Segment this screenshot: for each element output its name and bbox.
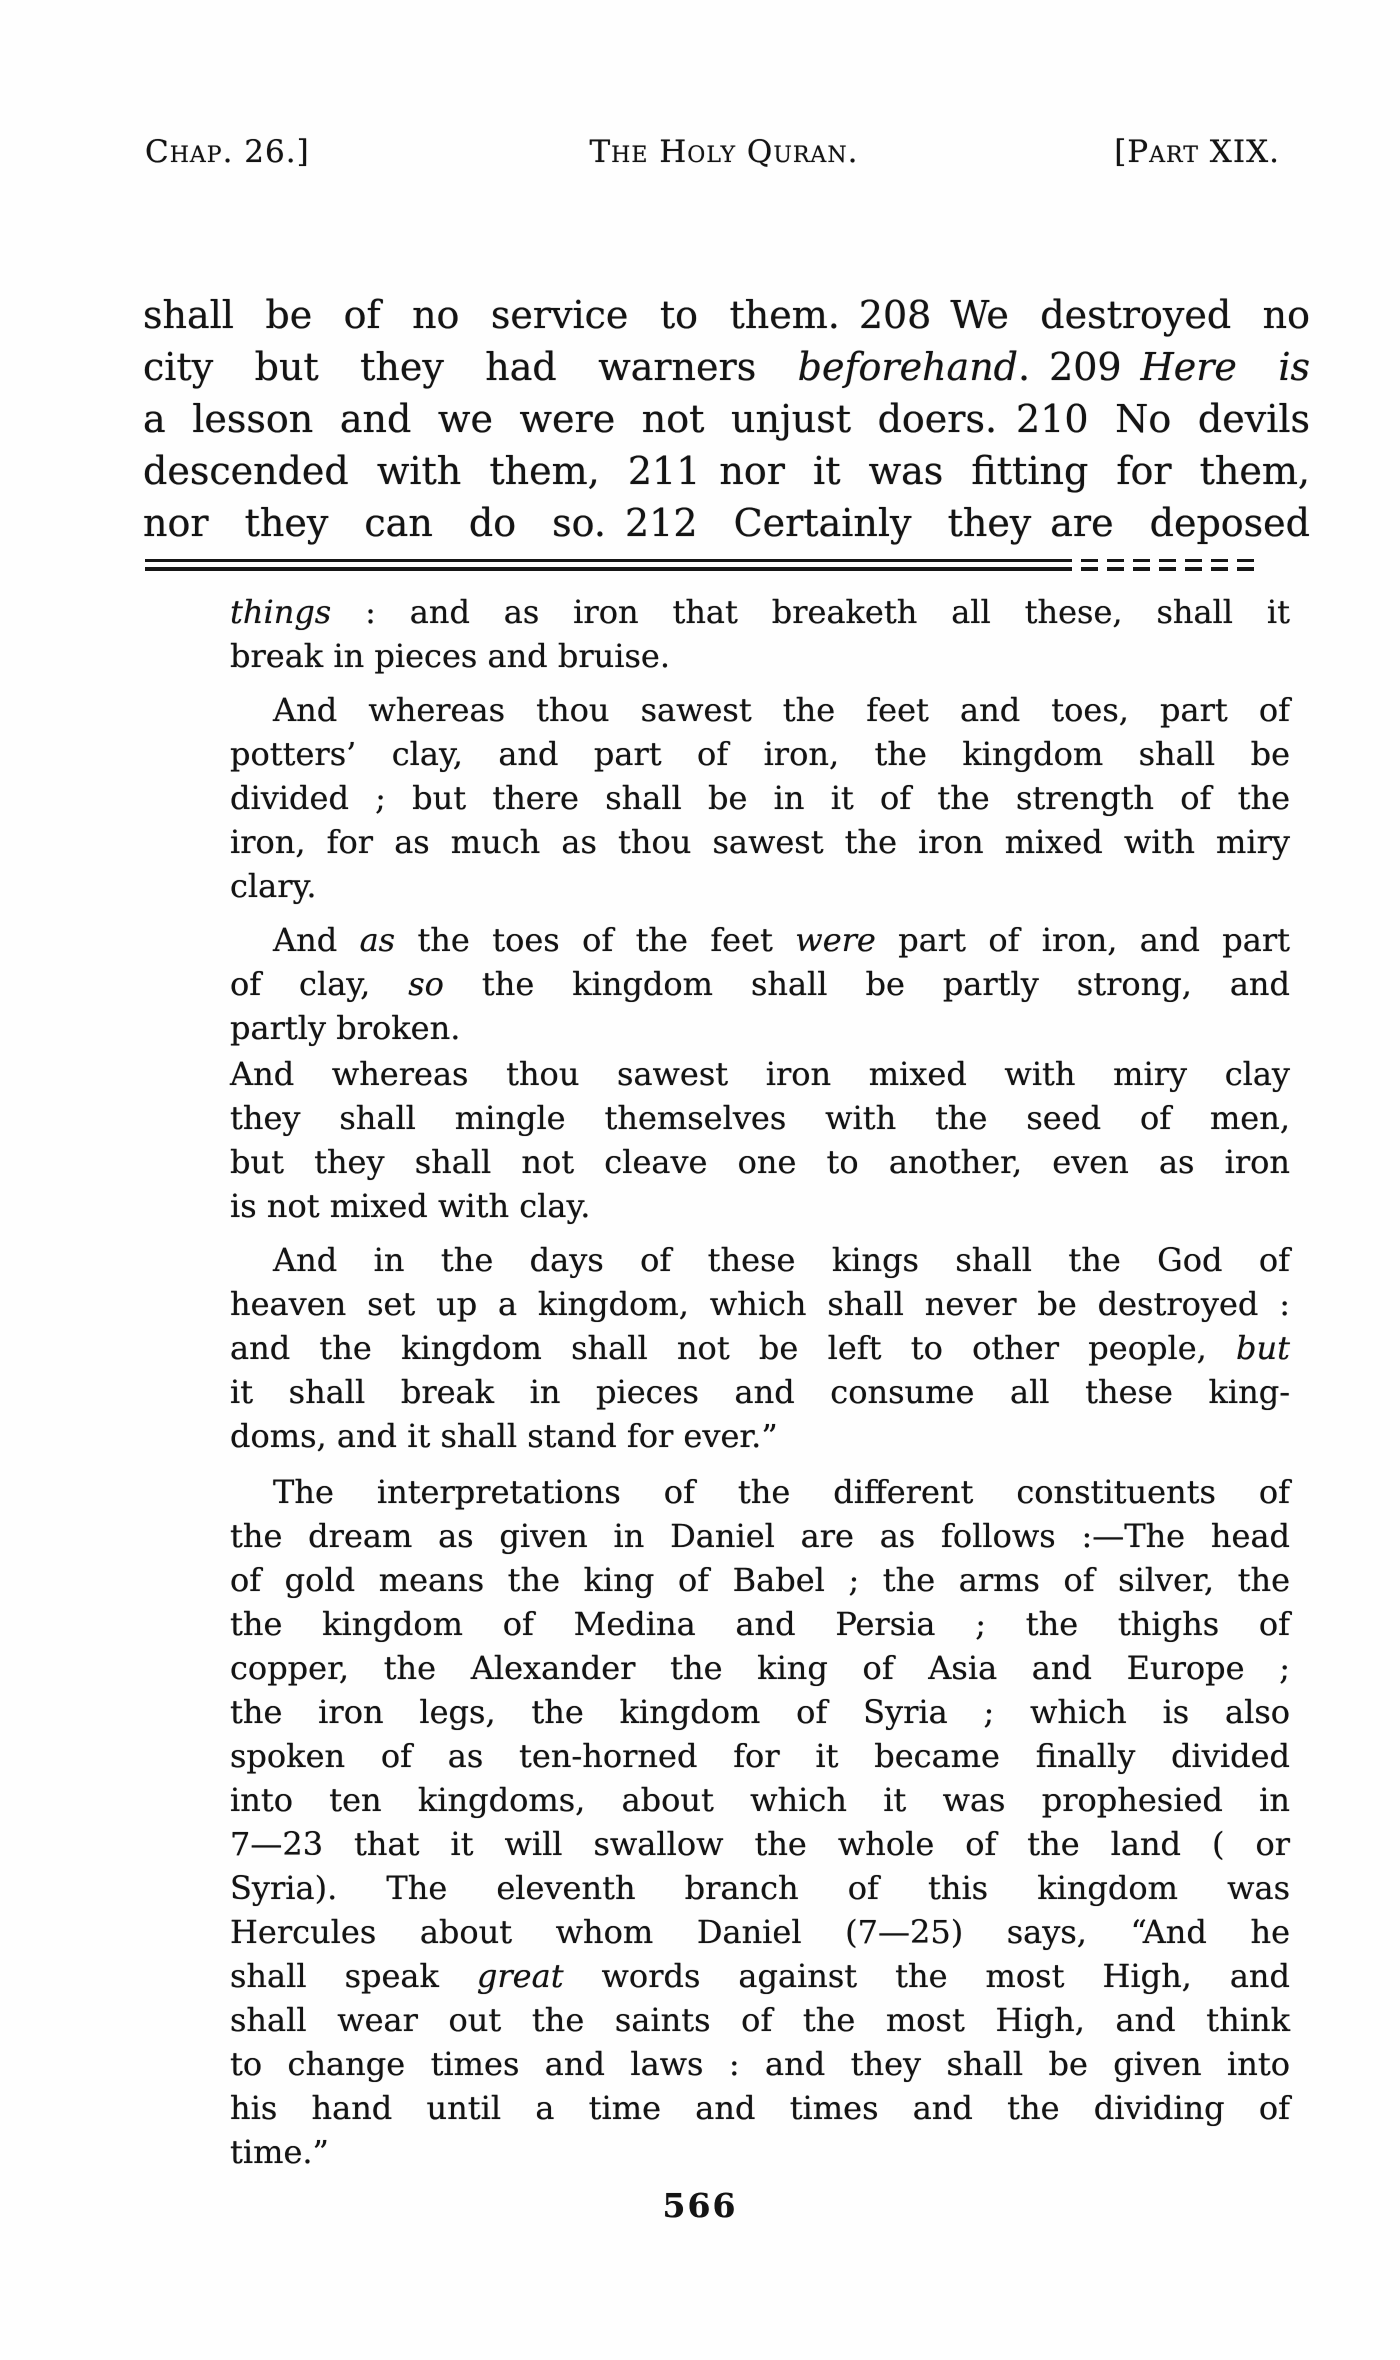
commentary-line: shall speak great words against the most High, and: [230, 1957, 1291, 1995]
commentary-line: the dream as given in Daniel are as follows :—The head: [230, 1517, 1290, 1555]
commentary-line: his hand until a time and times and the dividing of: [230, 2089, 1290, 2127]
divider-bottom-line: [145, 567, 1257, 571]
commentary-line: and the kingdom shall not be left to other people, but: [230, 1329, 1290, 1367]
commentary-line: of gold means the king of Babel ; the arms of silver, the: [230, 1561, 1290, 1599]
verse-line: city but they had warners beforehand. 209 Here is: [143, 345, 1310, 389]
commentary-paragraph: [230, 1470, 1290, 2174]
part-label: [Part XIX.: [1114, 134, 1280, 170]
commentary-line: And as the toes of the feet were part of iron, and part: [273, 921, 1291, 959]
commentary-line: time.”: [230, 2133, 329, 2171]
commentary-line: Hercules about whom Daniel (7—25) says, “And he: [230, 1913, 1290, 1951]
running-header: [145, 134, 1280, 170]
commentary-line: divided ; but there shall be in it of the strength of the: [230, 779, 1290, 817]
verse-line: nor they can do so. 212 Certainly they are deposed: [143, 501, 1310, 545]
verse-line: descended with them, 211 nor it was fitting for them,: [143, 449, 1310, 493]
commentary-line: And in the days of these kings shall the God of: [273, 1241, 1290, 1279]
commentary-line: 7—23 that it will swallow the whole of the land ( or: [230, 1825, 1290, 1863]
commentary-line: partly broken.: [230, 1009, 461, 1047]
commentary-line: The interpretations of the different constituents of: [273, 1473, 1290, 1511]
commentary-line: of clay, so the kingdom shall be partly strong, and: [230, 965, 1290, 1003]
divider-top-line: [145, 559, 1257, 562]
commentary-line: iron, for as much as thou sawest the iron mixed with miry: [230, 823, 1290, 861]
chapter-label: Chap. 26.]: [145, 134, 310, 170]
commentary-line: break in pieces and bruise.: [230, 637, 670, 675]
commentary-line: Syria). The eleventh branch of this kingdom was: [230, 1869, 1290, 1907]
commentary-line: shall wear out the saints of the most High, and think: [230, 2001, 1290, 2039]
commentary-line: the iron legs, the kingdom of Syria ; which is also: [230, 1693, 1290, 1731]
section-divider-rule: [145, 559, 1257, 571]
commentary-line: to change times and laws : and they shall be given into: [230, 2045, 1290, 2083]
commentary-line: heaven set up a kingdom, which shall never be destroyed :: [230, 1285, 1290, 1323]
commentary-line: doms, and it shall stand for ever.”: [230, 1417, 778, 1455]
commentary-line: clary.: [230, 867, 317, 905]
commentary-line: but they shall not cleave one to another, even as iron: [230, 1143, 1290, 1181]
page-number: 566: [662, 2186, 738, 2225]
commentary-line: is not mixed with clay.: [230, 1187, 591, 1225]
commentary-line: copper, the Alexander the king of Asia and Europe ;: [230, 1649, 1290, 1687]
commentary-paragraph: [230, 918, 1290, 1050]
commentary-paragraph: [230, 590, 1290, 678]
book-title: The Holy Quran.: [589, 134, 859, 170]
verse-line: a lesson and we were not unjust doers. 210 No devils: [143, 397, 1310, 441]
commentary-line: And whereas thou sawest iron mixed with miry clay: [230, 1055, 1290, 1093]
commentary-line: the kingdom of Medina and Persia ; the thighs of: [230, 1605, 1290, 1643]
commentary-line: And whereas thou sawest the feet and toes, part of: [273, 691, 1290, 729]
commentary-paragraph: [230, 688, 1290, 908]
verse-line: shall be of no service to them. 208 We destroyed no: [143, 293, 1310, 337]
commentary-line: potters’ clay, and part of iron, the kingdom shall be: [230, 735, 1290, 773]
commentary-line: things : and as iron that breaketh all these, shall it: [230, 593, 1290, 631]
commentary-line: into ten kingdoms, about which it was prophesied in: [230, 1781, 1290, 1819]
commentary-line: spoken of as ten-horned for it became finally divided: [230, 1737, 1290, 1775]
verse-text-block: [143, 289, 1310, 549]
commentary-paragraph: [230, 1052, 1290, 1228]
commentary-block: [230, 590, 1290, 2174]
commentary-paragraph: [230, 1238, 1290, 1458]
commentary-line: it shall break in pieces and consume all these king-: [230, 1373, 1290, 1411]
commentary-line: they shall mingle themselves with the seed of men,: [230, 1099, 1290, 1137]
